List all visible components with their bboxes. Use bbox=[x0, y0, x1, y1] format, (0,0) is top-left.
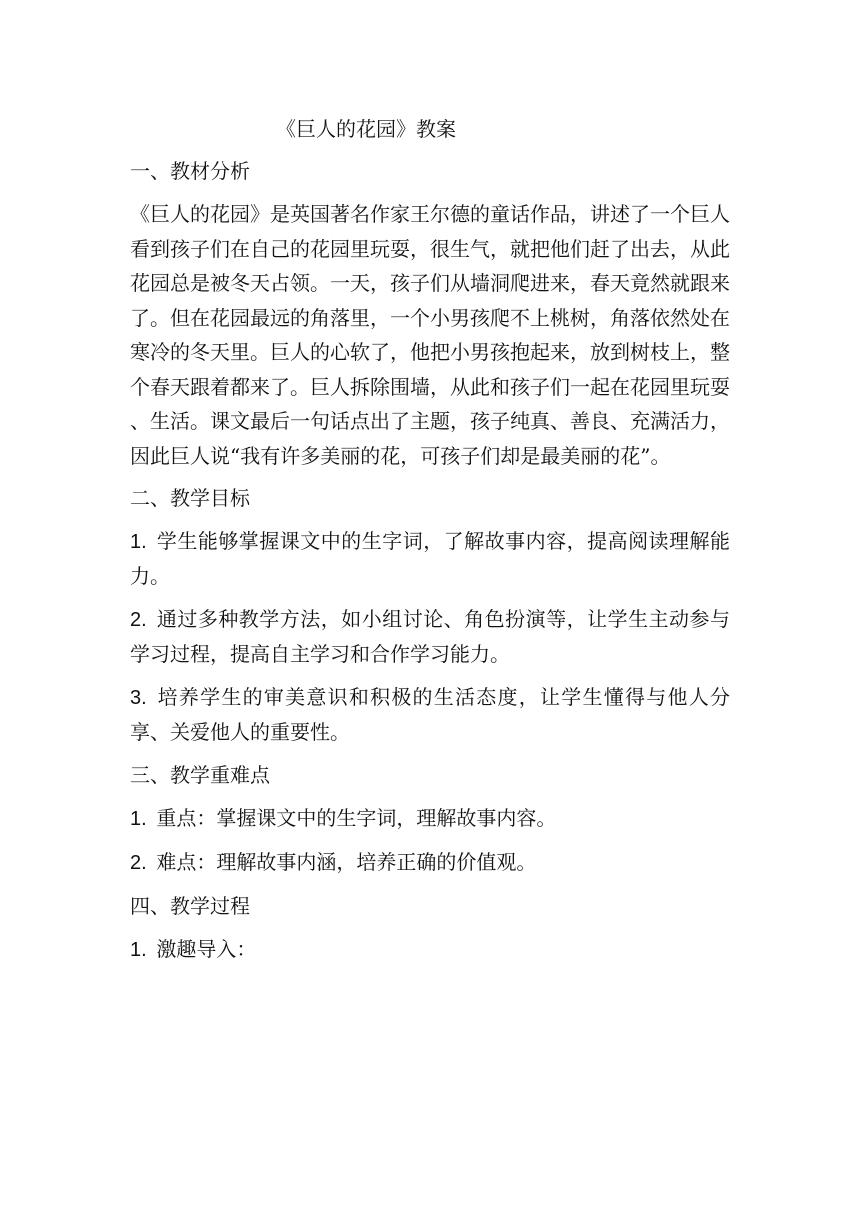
list-number: 1. bbox=[130, 531, 147, 553]
objective-item-3 bbox=[130, 680, 730, 749]
key-point-item-2 bbox=[130, 845, 730, 880]
list-number: 2. bbox=[130, 852, 147, 874]
list-number: 1. bbox=[130, 808, 147, 830]
document-title: 《巨人的花园》教案 bbox=[276, 117, 456, 141]
objective-item-2 bbox=[130, 602, 730, 671]
material-analysis-paragraph: 《巨人的花园》是英国著名作家王尔德的童话作品，讲述了一个巨人看到孩子们在自己的花园里玩耍，很生气，就把他们赶了出去，从此花园总是被冬天占领。一天，孩子们从墙洞爬进来，春天竟然就跟来了。但在花园最远的角落里，一个小男孩爬不上桃树，角落依然处在寒冷的冬天里。巨人的心软了，他把小男孩抱起来，放到树枝上，整个春天跟着都来了。巨人拆除围墙，从此和孩子们一起在花园里玩耍、生活。课文最后一句话点出了主题，孩子纯真、善良、充满活力，因此巨人说“我有许多美丽的花，可孩子们却是最美丽的花”。 bbox=[130, 202, 730, 468]
document-body bbox=[130, 112, 730, 976]
section-heading-key-difficult-points: 三、教学重难点 bbox=[130, 763, 270, 787]
list-item-text: 重点：掌握课文中的生字词，理解故事内容。 bbox=[156, 806, 557, 830]
objective-item-1 bbox=[130, 524, 730, 593]
section-heading-teaching-process: 四、教学过程 bbox=[130, 894, 250, 918]
list-number: 1. bbox=[130, 939, 147, 961]
list-item-text: 通过多种教学方法，如小组讨论、角色扮演等，让学生主动参与学习过程，提高自主学习和合作学习能力。 bbox=[130, 607, 731, 666]
list-item-text: 难点：理解故事内涵，培养正确的价值观。 bbox=[156, 850, 537, 874]
key-point-item-1 bbox=[130, 801, 730, 836]
list-number: 3. bbox=[130, 687, 147, 709]
list-number: 2. bbox=[130, 609, 147, 631]
list-item-text: 学生能够掌握课文中的生字词，了解故事内容，提高阅读理解能力。 bbox=[130, 529, 731, 588]
list-item-text: 激趣导入： bbox=[156, 937, 257, 961]
list-item-text: 培养学生的审美意识和积极的生活态度，让学生懂得与他人分享、关爱他人的重要性。 bbox=[130, 685, 731, 744]
section-heading-teaching-material-analysis: 一、教材分析 bbox=[130, 159, 250, 183]
process-item-1 bbox=[130, 932, 730, 967]
section-heading-teaching-objectives: 二、教学目标 bbox=[130, 486, 250, 510]
